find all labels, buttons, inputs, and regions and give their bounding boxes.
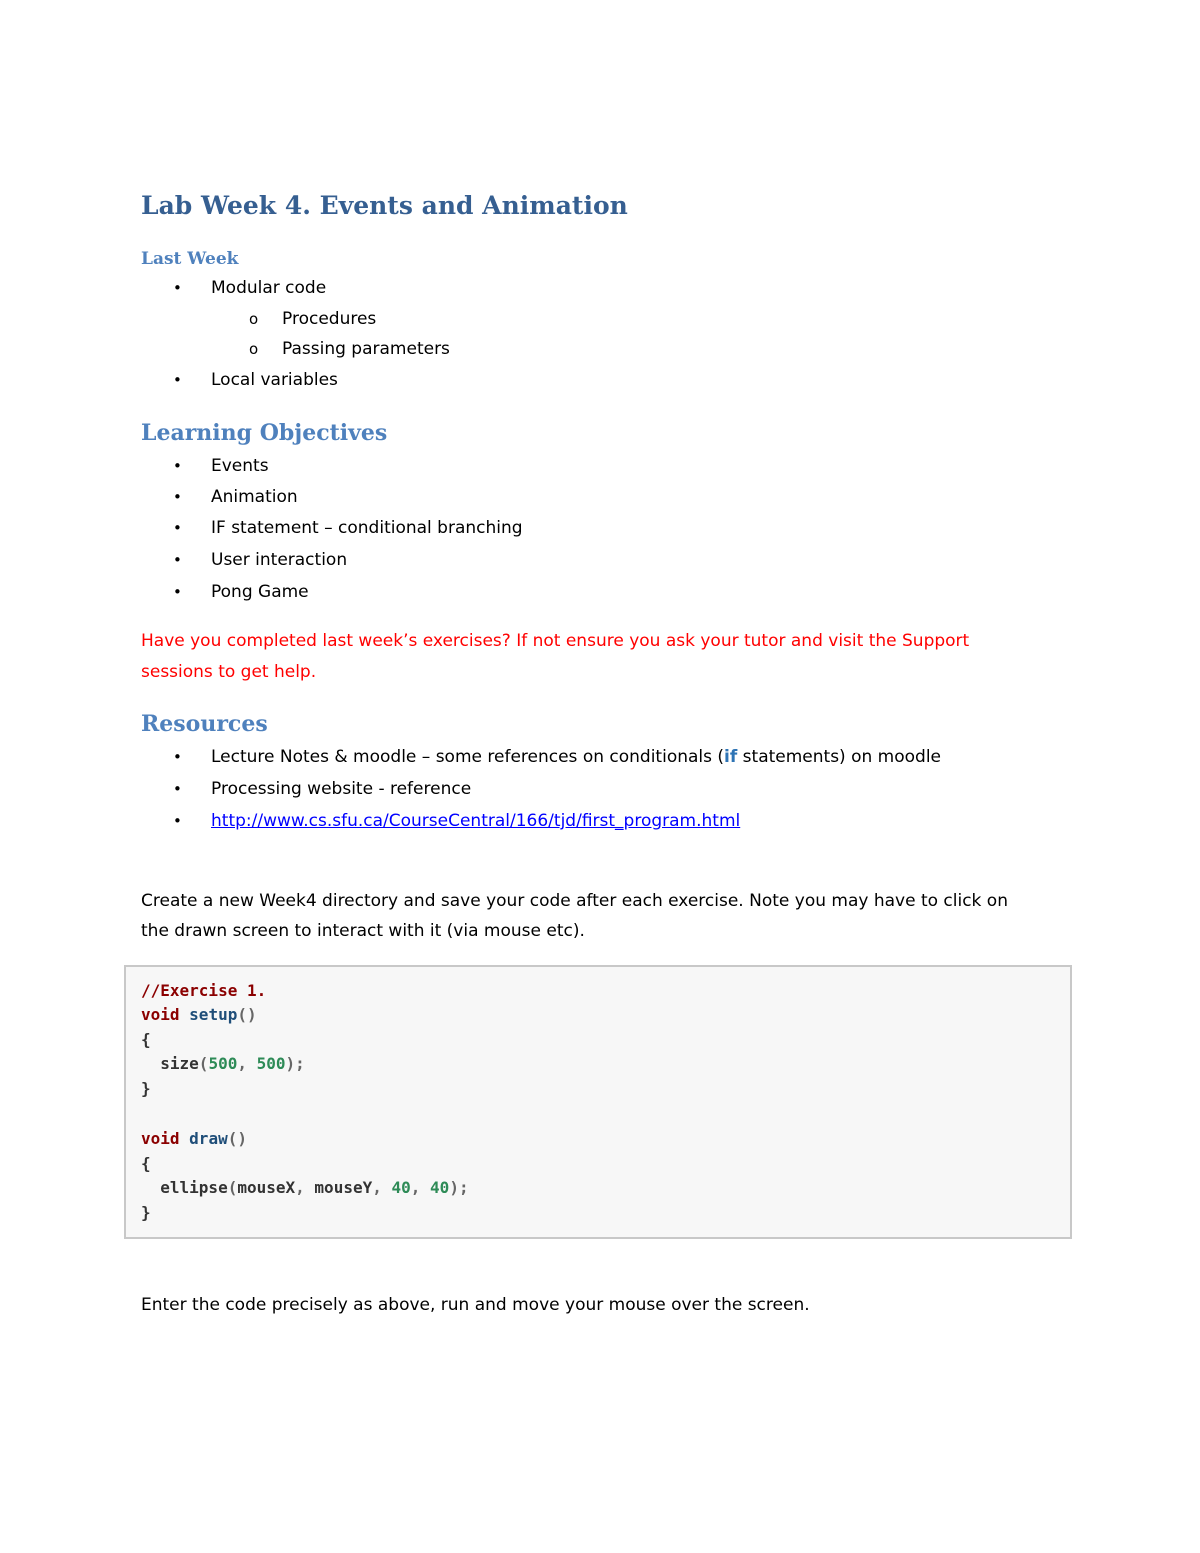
bullet-dot: • [173,371,182,389]
code-punctuation: () [237,1005,257,1024]
code-line [141,1052,305,1076]
closing-instruction: Enter the code precisely as above, run and move your mouse over the screen. [141,1295,810,1315]
list-item: IF statement – conditional branching [211,518,523,538]
code-number: 40 [391,1178,411,1197]
document-title: Lab Week 4. Events and Animation [141,191,628,220]
resource-link[interactable]: http://www.cs.sfu.ca/CourseCentral/166/tjd/first_program.html [211,811,741,831]
bullet-dot: • [173,780,182,798]
code-number: 40 [430,1178,450,1197]
code-punctuation: ( [227,1178,238,1197]
code-punctuation: { [141,1154,151,1173]
list-item: User interaction [211,550,348,570]
code-function: setup [189,1005,238,1024]
code-function: size [160,1054,199,1073]
code-punctuation: , [237,1054,247,1073]
code-function: ellipse [160,1178,228,1197]
resources-heading: Resources [141,711,268,737]
resource-text: Lecture Notes & moodle – some references on conditionals ( [211,747,725,767]
resource-item-lecture-notes [211,745,941,769]
bullet-dot: • [173,519,182,537]
code-punctuation: , [410,1178,421,1197]
code-number: 500 [208,1054,238,1073]
sub-bullet-circle: o [249,340,259,358]
code-line [141,1127,247,1151]
sub-list-item: Passing parameters [282,339,450,359]
list-item: Animation [211,487,298,507]
if-keyword: if [724,747,738,767]
code-punctuation: { [141,1030,151,1049]
code-line [141,1003,257,1027]
code-line [141,1028,151,1052]
code-punctuation: ); [285,1054,305,1073]
instructions-line-1: Create a new Week4 directory and save your code after each exercise. Note you may have to click on [141,891,1008,911]
bullet-dot: • [173,457,182,475]
resource-item-processing: Processing website - reference [211,779,472,799]
list-item: Local variables [211,370,338,390]
code-line [141,1176,469,1200]
learning-objectives-heading: Learning Objectives [141,420,388,446]
resource-text: statements) on moodle [737,747,941,767]
code-punctuation: ( [198,1054,209,1073]
bullet-dot: • [173,748,182,766]
bullet-dot: • [173,488,182,506]
sub-bullet-circle: o [249,310,259,328]
code-punctuation: } [141,1079,151,1098]
list-item: Modular code [211,278,327,298]
code-punctuation: , [295,1178,305,1197]
bullet-dot: • [173,812,182,830]
code-variable: mouseY [314,1178,373,1197]
code-punctuation: , [372,1178,382,1197]
list-item: Events [211,456,269,476]
code-line [141,979,266,1003]
code-punctuation: } [141,1203,151,1222]
last-week-heading: Last Week [141,249,239,269]
instructions-line-2: the drawn screen to interact with it (via mouse etc). [141,921,585,941]
notice-line-2: sessions to get help. [141,662,317,682]
code-punctuation: ); [449,1178,469,1197]
code-line [141,1201,151,1225]
code-function: draw [189,1129,228,1148]
code-punctuation: () [227,1129,247,1148]
code-line [141,1152,151,1176]
bullet-dot: • [173,583,182,601]
bullet-dot: • [173,279,182,297]
list-item: Pong Game [211,582,309,602]
code-variable: mouseX [237,1178,296,1197]
notice-line-1: Have you completed last week’s exercises? If not ensure you ask your tutor and visit the Support [141,631,970,651]
code-keyword: void [141,1129,180,1148]
code-keyword: void [141,1005,180,1024]
code-comment: //Exercise 1. [141,981,267,1000]
code-line [141,1077,151,1101]
bullet-dot: • [173,551,182,569]
sub-list-item: Procedures [282,309,377,329]
code-number: 500 [256,1054,286,1073]
